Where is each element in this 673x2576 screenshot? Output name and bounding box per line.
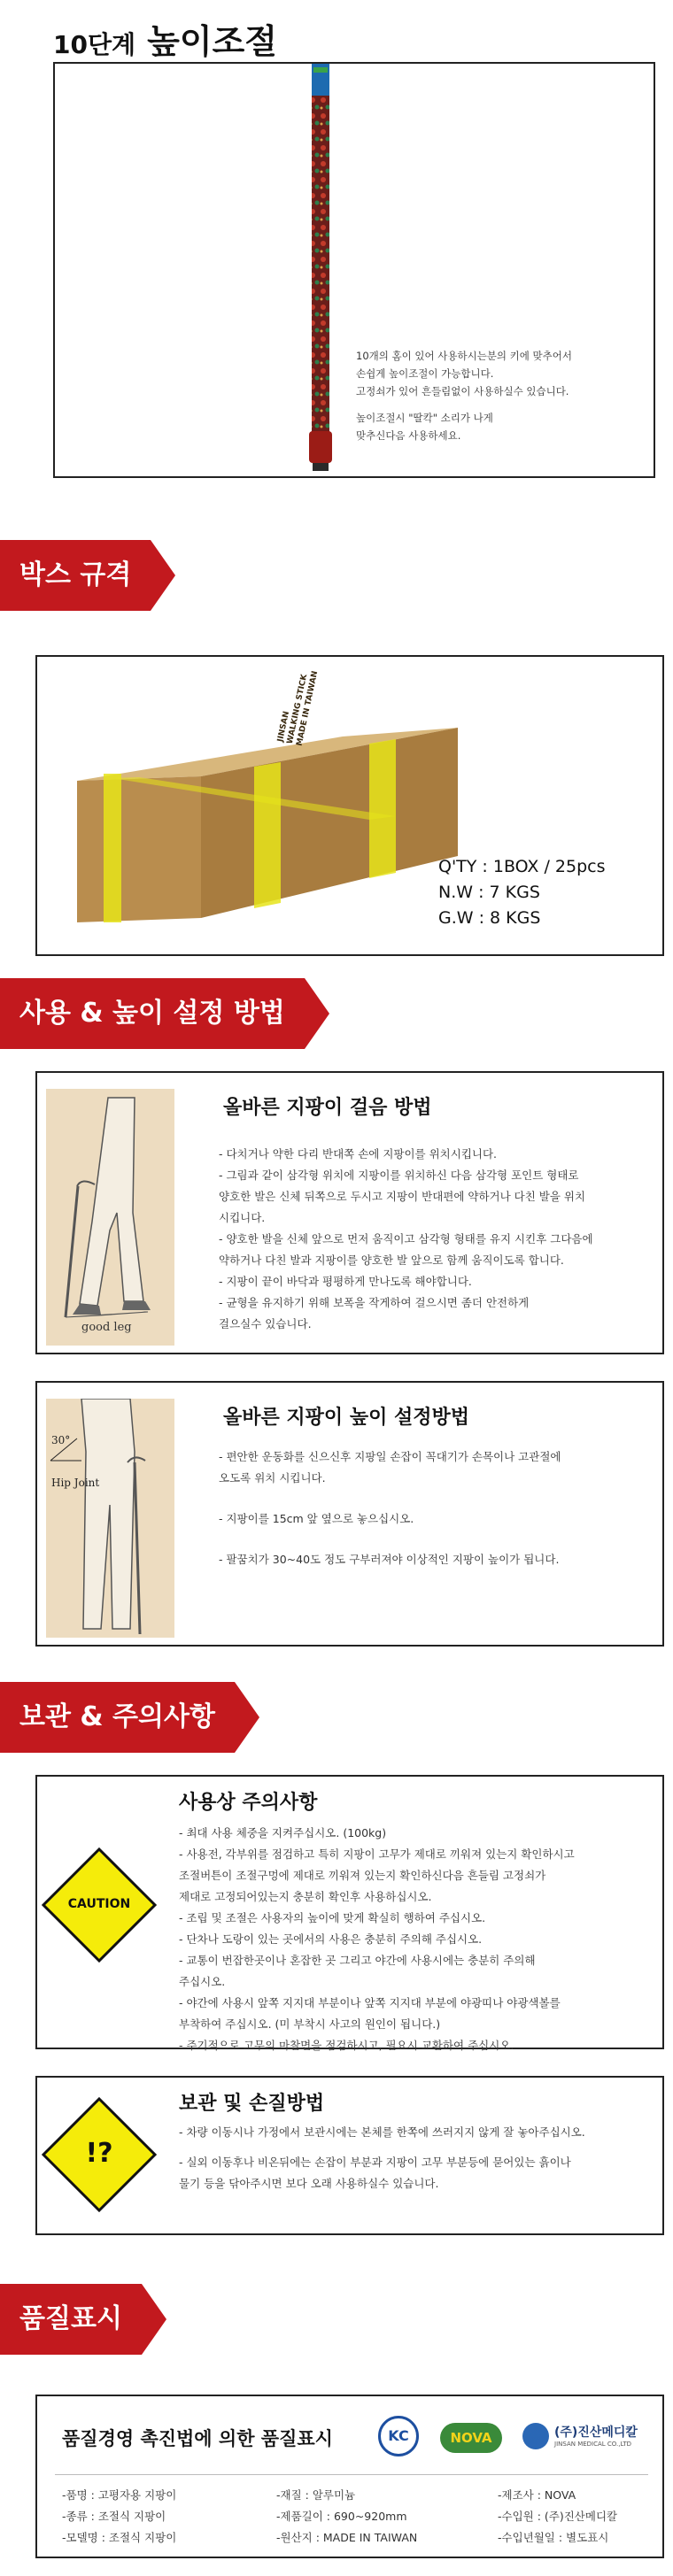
quality-model: -모델명 : 조절식 지팡이 [62, 2531, 177, 2544]
caution-item-7: - 주기적으로 고무의 마찰면을 점검하시고, 필요시 교환하여 주십시오. [179, 2039, 514, 2052]
care-section-header [0, 1682, 673, 1753]
height-item-1: - 편안한 운동화를 신으신후 지팡일 손잡이 꼭대기가 손목이나 고관절에 오도록 위치 시킵니다. [219, 1450, 561, 1485]
quality-col-3 [498, 2485, 617, 2549]
quality-importer: -수입원 : (주)진산메디칼 [498, 2510, 618, 2523]
walk-illustration [46, 1089, 174, 1346]
maker-logo-icon [522, 2423, 549, 2449]
walk-list [219, 1144, 657, 1335]
height-panel [35, 1381, 664, 1647]
heading-main: 높이조절 [147, 22, 277, 61]
walk-image-caption: good leg [81, 1321, 132, 1334]
walking-legs-icon [46, 1089, 174, 1346]
quality-import-date: -수입년월일 : 별도표시 [498, 2531, 609, 2544]
walk-item-2: - 그림과 같이 삼각형 위치에 지팡이를 위치하신 다음 삼각형 포인트 형태로 양호한 발은 신체 뒤쪽으로 두시고 지팡이 반대편에 약하거나 다친 발을 위치 시킵니다. [219, 1168, 586, 1224]
top-heading [53, 14, 277, 61]
caution-item-4: - 단차나 도랑이 있는 곳에서의 사용은 충분히 주의해 주십시오. [179, 1932, 483, 1946]
quality-section-header [0, 2284, 673, 2355]
height-image-caption: Hip Joint [51, 1477, 100, 1489]
caution-panel [35, 1775, 664, 2052]
height-item-3: - 팔꿈치가 30~40도 정도 구부러져야 이상적인 지팡이 높이가 됩니다. [219, 1553, 560, 1566]
quality-title: 품질경영 촉진법에 의한 품질표시 [62, 2428, 333, 2449]
kc-mark-label: KC [388, 2427, 409, 2444]
walk-item-3: - 양호한 발을 신체 앞으로 먼저 움직이고 삼각형 형태를 유지 시킨후 그다음에 약하거나 다친 발과 지팡이를 양호한 발 앞으로 함께 움직이도록 합니다. [219, 1232, 593, 1267]
nova-logo-label: NOVA [450, 2430, 492, 2446]
quality-section-tab: 품질표시 [0, 2284, 142, 2355]
caution-item-6: - 야간에 사용시 앞쪽 지지대 부분이나 앞쪽 지지대 부분에 야광띠나 야광색볼를 부착하여 주십시오. (미 부착시 사고의 원인이 됩니다.) [179, 1996, 561, 2031]
quality-divider [55, 2474, 648, 2475]
height-list [219, 1446, 657, 1570]
box-panel [35, 655, 664, 956]
maker-logo-subtext: JINSAN MEDICAL CO.,LTD [554, 2441, 632, 2448]
box-qty: Q'TY : 1BOX / 25pcs [438, 857, 606, 876]
storage-item-1: - 차량 이동시나 가정에서 보관시에는 본체를 한쪽에 쓰러지지 않게 잘 놓아주십시오. [179, 2125, 585, 2139]
maker-logo [522, 2419, 655, 2458]
top-desc-1: 10개의 홈이 있어 사용하시는분의 키에 맞추어서 손쉽게 높이조절이 가능합니다. 고정쇠가 있어 흔들림없이 사용하실수 있습니다. [356, 350, 572, 397]
quality-col-1 [62, 2485, 176, 2549]
walk-title: 올바른 지팡이 걸음 방법 [223, 1097, 432, 1119]
height-angle-label: 30° [51, 1434, 71, 1446]
quality-product-name: -품명 : 고평자용 지팡이 [62, 2488, 177, 2502]
walk-panel [35, 1071, 664, 1354]
maker-logo-name: (주)진산메디칼 [554, 2426, 638, 2440]
storage-panel [35, 2076, 664, 2235]
caution-item-3: - 조립 및 조절은 사용자의 높이에 맞게 확실히 행하여 주십시오. [179, 1911, 486, 1924]
quality-manufacturer: -제조사 : NOVA [498, 2488, 576, 2502]
caution-sign-text: CAUTION [67, 1897, 131, 1911]
quality-origin: -원산지 : MADE IN TAIWAN [276, 2531, 418, 2544]
caution-title: 사용상 주의사항 [179, 1792, 318, 1814]
top-panel [53, 62, 655, 478]
height-item-2: - 지팡이를 15cm 앞 옆으로 놓으십시오. [219, 1512, 414, 1525]
walk-item-5: - 균형을 유지하기 위해 보폭을 작게하여 걸으시면 좀더 안전하게 걸으실수 있습니다. [219, 1296, 530, 1330]
storage-item-2: - 실외 이동후나 비온뒤에는 손잡이 부분과 지팡이 고무 부분등에 묻어있는 흙이나 물기 등을 닦아주시면 보다 오래 사용하실수 있습니다. [179, 2156, 571, 2190]
box-section-tab: 박스 규격 [0, 540, 151, 611]
height-title: 올바른 지팡이 높이 설정방법 [223, 1407, 470, 1429]
storage-list [179, 2122, 661, 2194]
cane-shaft-image [298, 64, 343, 471]
height-illustration [46, 1399, 174, 1638]
usage-section-header [0, 978, 673, 1049]
nova-logo [440, 2423, 502, 2453]
storage-title: 보관 및 손질방법 [179, 2093, 325, 2115]
walk-item-4: - 지팡이 끝이 바닥과 평평하게 만나도록 해야합니다. [219, 1275, 472, 1288]
storage-sign [42, 2097, 157, 2212]
caution-sign [42, 1847, 157, 1963]
usage-section-tab: 사용 & 높이 설정 방법 [0, 978, 305, 1049]
caution-item-5: - 교통이 번잡한곳이나 혼잡한 곳 그리고 야간에 사용시에는 충분히 주의해 주십시오. [179, 1954, 536, 1988]
quality-panel [35, 2395, 664, 2558]
box-gross-weight: G.W : 8 KGS [438, 908, 541, 928]
box-print-text: JINSAN WALKING STICK MADE IN TAIWAN [276, 669, 321, 747]
caution-item-1: - 최대 사용 체중을 지켜주십시오. (100kg) [179, 1826, 387, 1839]
quality-type: -종류 : 조절식 지팡이 [62, 2510, 166, 2523]
walk-item-1: - 다치거나 약한 다리 반대쪽 손에 지팡이를 위치시킵니다. [219, 1147, 498, 1161]
storage-sign-text: !? [85, 2138, 113, 2169]
kc-mark [378, 2416, 419, 2456]
heading-prefix: 10단계 [53, 30, 136, 59]
quality-length: -제품길이 : 690~920mm [276, 2510, 407, 2523]
box-net-weight: N.W : 7 KGS [438, 883, 540, 902]
caution-item-2: - 사용전, 각부위를 점검하고 특히 지팡이 고무가 제대로 끼워져 있는지 확인하시고 조절버튼이 조절구멍에 제대로 끼워져 있는지 확인하신다음 흔들림 고정쇠가 제대로 고정되어있는지 충분히 확인후 사용하십시오. [179, 1847, 575, 1903]
quality-col-2 [276, 2485, 417, 2549]
quality-material: -재질 : 알루미늄 [276, 2488, 356, 2502]
box-section-header [0, 540, 673, 611]
caution-list [179, 1823, 661, 2056]
care-section-tab: 보관 & 주의사항 [0, 1682, 235, 1753]
top-desc-2: 높이조절시 "딸칵" 소리가 나게 맞추신다음 사용하세요. [356, 412, 493, 442]
shipping-box-image [50, 675, 502, 940]
